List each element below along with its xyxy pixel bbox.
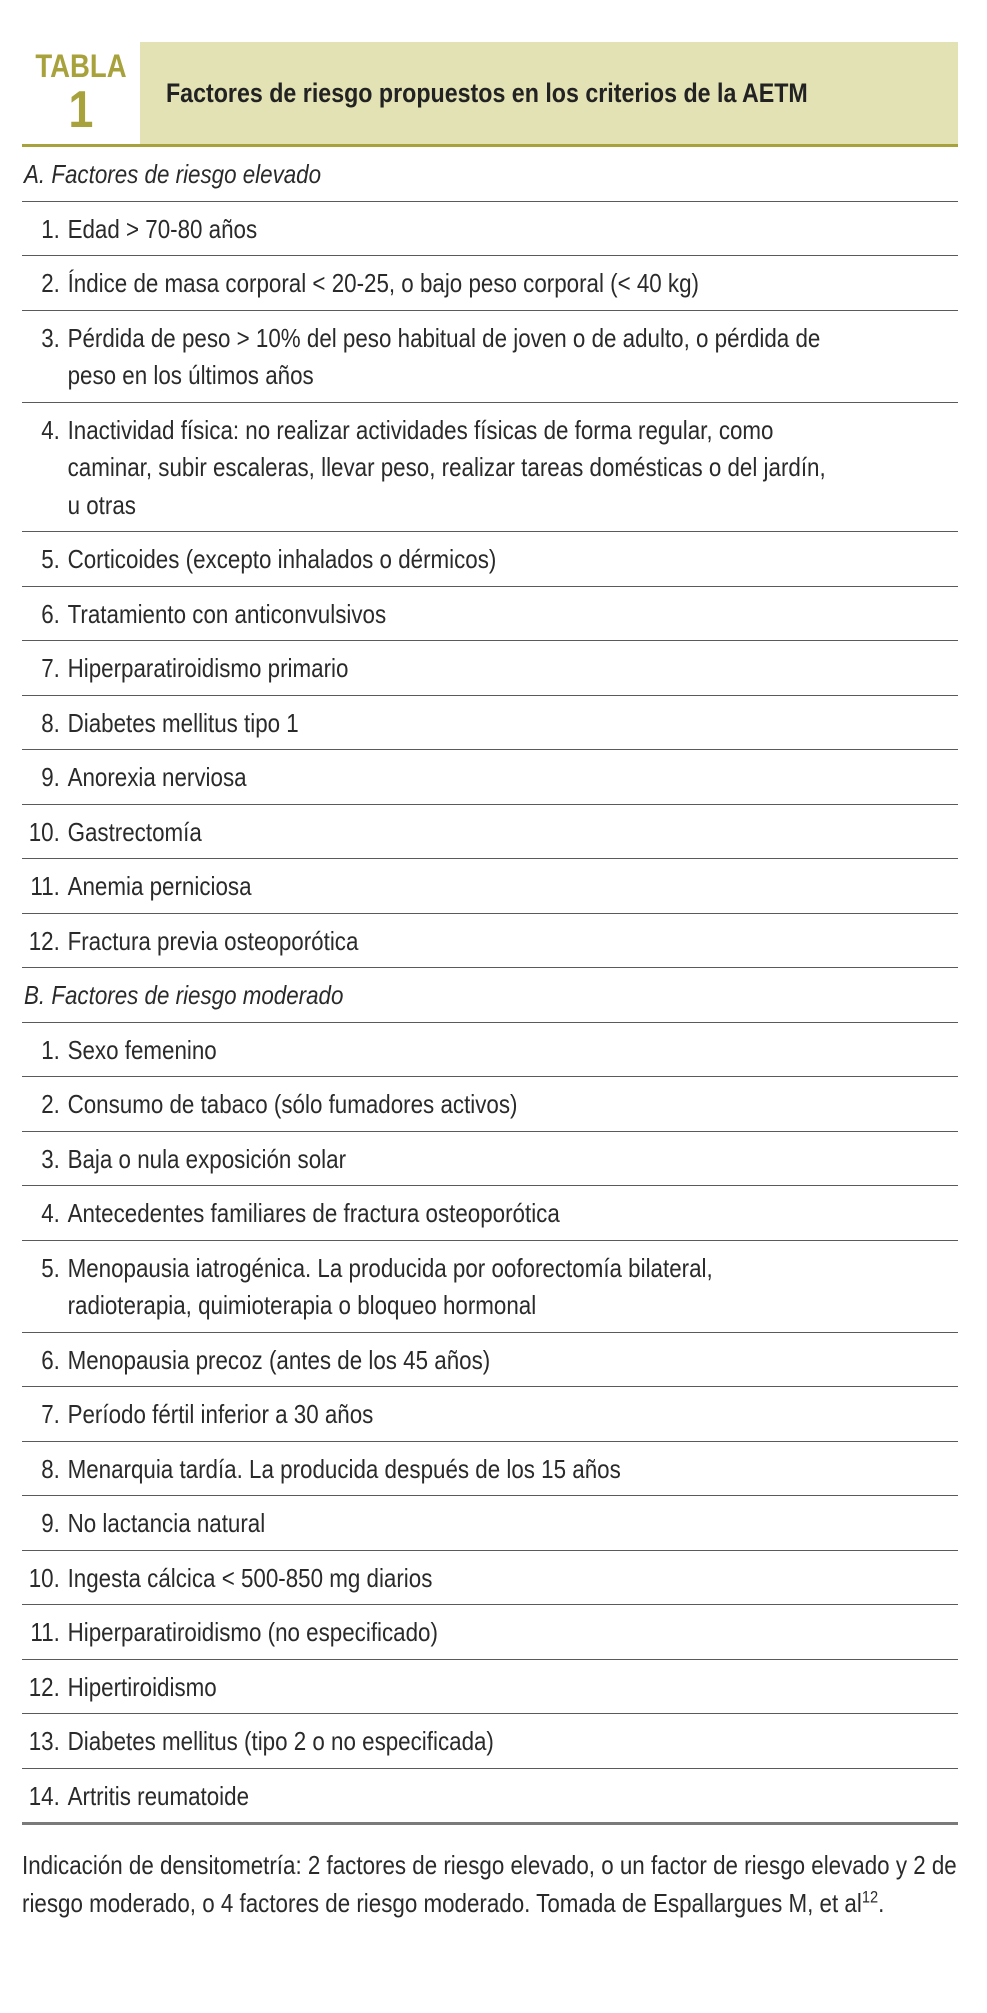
table-row: [22, 1605, 958, 1660]
item-text: Edad > 70-80 años: [67, 213, 258, 244]
item-number: 4.: [41, 414, 60, 445]
table-row: [22, 532, 958, 587]
item-text: No lactancia natural: [67, 1508, 266, 1538]
table-row: [22, 1551, 958, 1606]
table-row: [22, 1442, 958, 1497]
table-row: [22, 311, 958, 403]
table-footnote: [22, 1847, 958, 1922]
item-number: 1.: [41, 213, 60, 244]
item-text: Sexo femenino: [67, 1034, 217, 1065]
table-row: [22, 859, 958, 914]
item-number: 9.: [41, 1508, 60, 1538]
table-row: [22, 696, 958, 751]
table-row: [22, 805, 958, 860]
table-row: [22, 1241, 958, 1333]
item-number: 5.: [41, 544, 60, 574]
section-heading-text: B. Factores de riesgo moderado: [24, 980, 344, 1010]
item-text: Anorexia nerviosa: [67, 762, 247, 792]
item-text: Baja o nula exposición solar: [67, 1143, 347, 1174]
item-number: 11.: [30, 1617, 60, 1647]
item-number: 8.: [41, 1453, 60, 1484]
table-row: [22, 1023, 958, 1078]
item-text: Menopausia iatrogénica. La producida por ooforectomía bilateral, radioterapia, quimioterapia o bloqueo hormonal: [67, 1252, 713, 1320]
item-text: Menarquia tardía. La producida después de los 15 años: [67, 1453, 621, 1484]
item-number: 6.: [41, 1344, 60, 1375]
table-label: TABLA: [35, 48, 127, 84]
item-number: 1.: [41, 1034, 60, 1065]
table-row: [22, 1496, 958, 1551]
section-heading: [22, 968, 958, 1023]
item-text: Pérdida de peso > 10% del peso habitual de joven o de adulto, o pérdida de peso en los últimos años: [67, 322, 821, 390]
table-row: [22, 1077, 958, 1132]
item-text: Artritis reumatoide: [67, 1780, 250, 1811]
table-container: [22, 42, 958, 1922]
table-row: [22, 403, 958, 533]
item-text: Anemia perniciosa: [67, 871, 252, 901]
table-row: [22, 641, 958, 696]
item-text: Diabetes mellitus (tipo 2 o no especificada): [67, 1726, 494, 1756]
table-row: [22, 1387, 958, 1442]
table-row: [22, 1660, 958, 1715]
section-heading-text: A. Factores de riesgo elevado: [24, 159, 322, 189]
table-row: [22, 202, 958, 257]
item-number: 5.: [41, 1252, 60, 1283]
item-text: Gastrectomía: [67, 816, 202, 847]
table-row: [22, 1132, 958, 1187]
item-text: Índice de masa corporal < 20-25, o bajo peso corporal (< 40 kg): [67, 268, 700, 298]
table-row: [22, 1769, 958, 1823]
item-number: 2.: [41, 1089, 60, 1119]
table-row: [22, 1714, 958, 1769]
table-row: [22, 587, 958, 642]
table-title: Factores de riesgo propuestos en los criterios de la AETM: [166, 78, 808, 108]
item-number: 3.: [41, 1143, 60, 1174]
table-row: [22, 1186, 958, 1241]
item-text: Fractura previa osteoporótica: [67, 925, 359, 956]
item-text: Período fértil inferior a 30 años: [67, 1399, 374, 1429]
item-number: 14.: [28, 1780, 60, 1811]
table-label-box: [30, 42, 131, 144]
item-text: Tratamiento con anticonvulsivos: [67, 598, 387, 629]
item-number: 3.: [41, 322, 60, 353]
item-text: Inactividad física: no realizar actividades físicas de forma regular, como caminar, subir escaleras, llevar peso, realizar tareas domésticas o del jardín, u otras: [67, 414, 826, 520]
table-body: [22, 147, 958, 1825]
section-heading: [22, 147, 958, 202]
item-text: Antecedentes familiares de fractura osteoporótica: [67, 1198, 560, 1228]
item-text: Diabetes mellitus tipo 1: [67, 707, 299, 738]
table-number: 1: [68, 81, 94, 139]
item-number: 12.: [28, 1671, 60, 1702]
item-number: 2.: [41, 268, 60, 298]
item-text: Menopausia precoz (antes de los 45 años): [67, 1344, 491, 1375]
item-text: Hiperparatiroidismo primario: [67, 653, 349, 683]
item-text: Ingesta cálcica < 500-850 mg diarios: [67, 1562, 433, 1593]
footnote-reference: 12: [861, 1886, 879, 1906]
item-text: Hiperparatiroidismo (no especificado): [67, 1617, 438, 1647]
item-number: 7.: [41, 1399, 60, 1429]
table-row: [22, 750, 958, 805]
item-number: 7.: [41, 653, 60, 683]
item-number: 9.: [41, 762, 60, 792]
item-text: Hipertiroidismo: [67, 1671, 217, 1702]
table-row: [22, 256, 958, 311]
item-number: 6.: [41, 598, 60, 629]
item-text: Corticoides (excepto inhalados o dérmicos): [67, 544, 497, 574]
table-title-box: [140, 42, 958, 144]
footnote-end: .: [878, 1887, 885, 1918]
item-number: 11.: [30, 871, 60, 901]
item-text: Consumo de tabaco (sólo fumadores activos): [67, 1089, 518, 1119]
item-number: 12.: [28, 925, 60, 956]
item-number: 10.: [28, 1562, 60, 1593]
item-number: 8.: [41, 707, 60, 738]
table-row: [22, 1333, 958, 1388]
item-number: 4.: [41, 1198, 60, 1228]
item-number: 10.: [28, 816, 60, 847]
table-row: [22, 914, 958, 969]
item-number: 13.: [28, 1726, 60, 1756]
footnote-text: Indicación de densitometría: 2 factores de riesgo elevado, o un factor de riesgo elevado y 2 de riesgo moderado, o 4 factores de riesgo moderado. Tomada de Espallargues M, et al: [22, 1850, 957, 1918]
table-header: [22, 42, 958, 147]
